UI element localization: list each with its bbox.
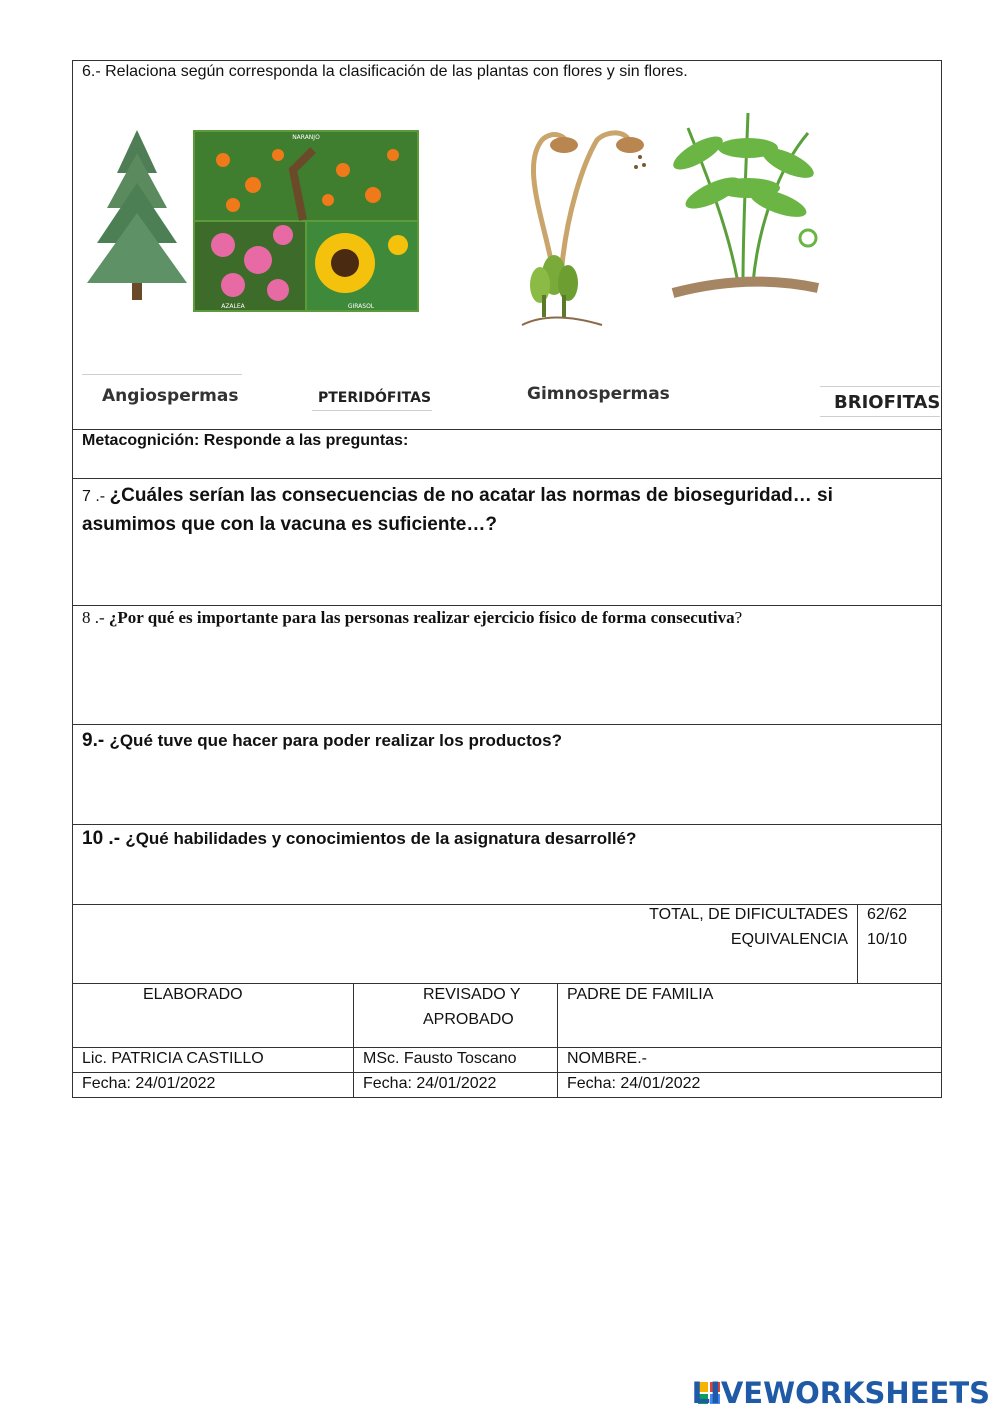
question-9 [82,730,562,752]
signatures-row-divider-2 [72,1072,942,1073]
question-7-text: ¿Cuáles serían las consecuencias de no acatar las normas de bioseguridad… si asumimos que con la vacuna es suficiente…? [82,485,833,535]
signatures-row-divider-1 [72,1047,942,1048]
moss-image [512,125,652,335]
question-10 [82,828,636,850]
flowers-collage-image [193,130,419,312]
elaborated-date: Fecha: 24/01/2022 [82,1075,216,1092]
reviewed-header-line1: REVISADO Y [423,986,521,1003]
metacognition-heading: Metacognición: Responde a las preguntas: [82,432,409,449]
option-angiospermas[interactable]: Angiospermas [102,386,239,406]
question-10-number: 10 .- [82,828,126,849]
option-line-briofitas-bottom [820,416,940,417]
question-7 [82,482,842,539]
conifer-tree-image [82,128,192,303]
question-8-number: 8 .- [82,608,109,627]
reviewed-header-line2: APROBADO [423,1011,514,1028]
total-difficulties-label: TOTAL, DE DIFICULTADES [649,906,848,923]
option-line-briofitas-top [820,386,940,387]
signatures-col-divider-2 [557,983,558,1098]
question-9-number: 9.- [82,730,110,751]
question-8-end: ? [734,608,743,627]
option-briofitas[interactable]: BRIOFITAS [834,392,941,413]
question-7-number: 7 .- [82,488,110,505]
question-10-text: ¿Qué habilidades y conocimientos de la asignatura desarrollé? [125,829,637,848]
option-pteridofitas[interactable]: PTERIDÓFITAS [318,390,432,406]
fern-image [668,108,823,303]
liveworksheets-watermark: LIVEWORKSHEETS [691,1376,990,1410]
total-difficulties-value: 62/62 [867,906,908,923]
totals-divider [857,904,858,984]
collage-label-girasol: GIRASOL [347,303,375,310]
collage-label-azalea: AZALEA [221,303,245,310]
parent-date: Fecha: 24/01/2022 [567,1075,701,1092]
reviewed-name: MSc. Fausto Toscano [363,1050,517,1067]
reviewed-date: Fecha: 24/01/2022 [363,1075,497,1092]
question-9-text: ¿Qué tuve que hacer para poder realizar los productos? [109,731,562,750]
question-8 [82,608,742,628]
collage-label-naranjo: NARANJO [292,134,320,141]
option-gimnospermas[interactable]: Gimnospermas [527,384,670,404]
elaborated-header: ELABORADO [143,986,243,1003]
elaborated-name: Lic. PATRICIA CASTILLO [82,1050,264,1067]
option-line-pteridofitas [312,410,432,411]
option-line-angiospermas [82,374,242,375]
equivalence-value: 10/10 [867,931,908,948]
question-6-text: 6.- Relaciona según corresponda la clasificación de las plantas con flores y sin flores. [82,63,688,80]
signatures-col-divider-1 [353,983,354,1098]
parent-header: PADRE DE FAMILIA [567,986,714,1003]
question-8-text: ¿Por qué es importante para las personas realizar ejercicio físico de forma consecutiva [108,608,735,627]
parent-name-field[interactable]: NOMBRE.- [567,1050,647,1067]
equivalence-label: EQUIVALENCIA [730,931,848,948]
